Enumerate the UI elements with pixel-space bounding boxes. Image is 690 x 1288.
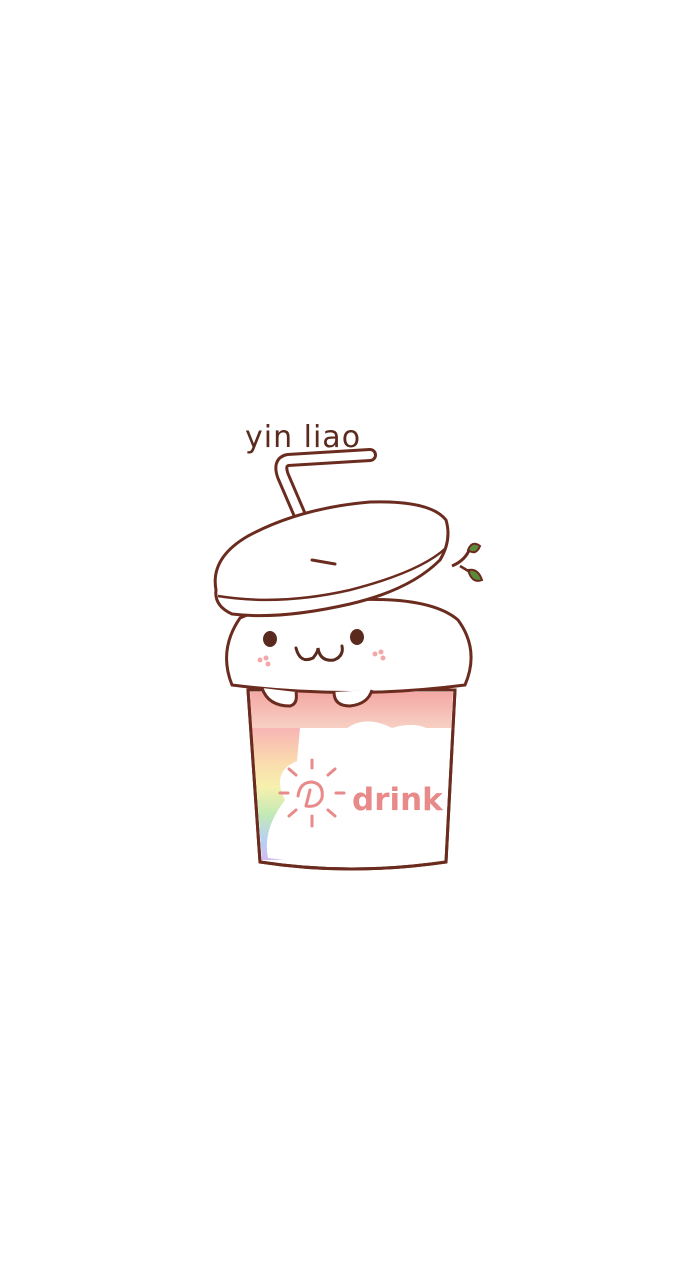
cup-label-text: drink <box>352 782 443 818</box>
right-eye <box>350 629 364 645</box>
cup-body <box>248 690 455 869</box>
cup-lid <box>215 502 448 616</box>
left-eye <box>263 631 277 647</box>
leaf-sprout-icon <box>452 544 482 581</box>
caption-text: yin liao <box>245 420 362 455</box>
